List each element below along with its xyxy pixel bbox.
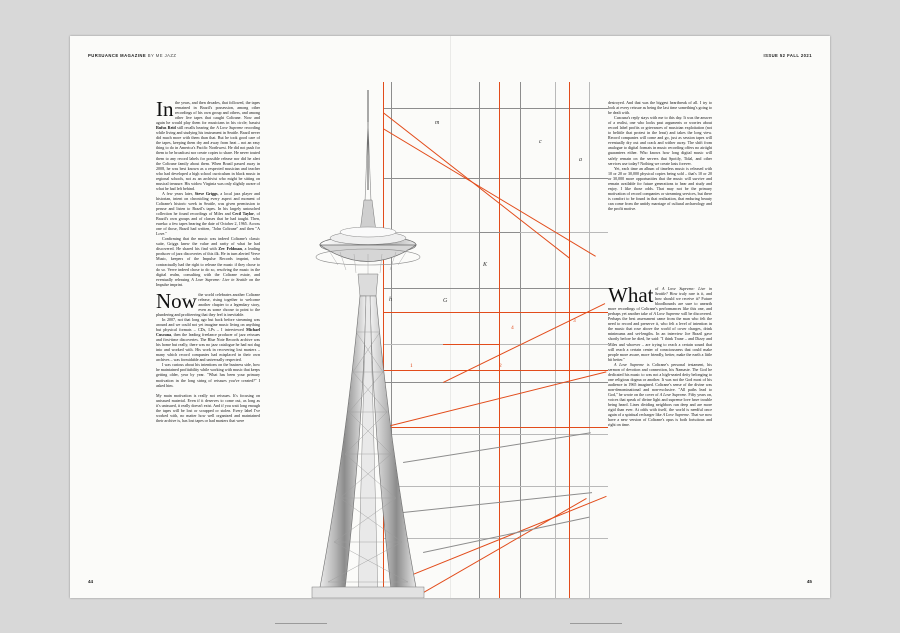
paragraph: A few years later, Steve Griggs, a local jazz player and historian, intent on chronicling every aspect and moment of Coltrane's historic week in Seattle, was given permission to peruse and listen to Brazil's tapes. In his largely untouched collection he found recordings of Miles and Cecil Taylor, of Brazil's own groups and of classes that he had taught. Then, eureka: a few tapes bearing the date of October 2, 1965. Across one of those, Brazil had written, "John Coltrane" and then "A Love."	[156, 190, 261, 237]
body-column-right-bottom	[608, 283, 712, 428]
paragraph: My main motivation is really not reissues. It's focusing on unissued material. Even if it deserves to come out, as long as it's unissued, it really doesn't exist. And if you wait long enough the tapes will be lost or scrapped or stolen. Every label I've worked with, no matter how well organized and maintained their archive is, has lost tapes or had masters that were	[156, 392, 260, 423]
paragraph: Cuscuna's reply stays with me to this day. It was the answer of a realist, one who looks past arguments or worries about record label profits or grievances of musician exploitation (not to belittle that protest in the least) and takes the long view. Record companies will come and go, just as session tapes will eventually dry out and crack and wither away. The shift from analogue to digital formats in music recording offers no airtight guarantees either. Who knows how long digital music will safely remain on the servers that Spotify, Tidal, and other services use today? Nothing we create lasts forever.	[608, 115, 712, 166]
magazine-brand: PURSUANCE MAGAZINE	[88, 53, 147, 58]
blueprint-label: G	[443, 298, 448, 304]
paragraph: the world celebrates another Coltrane release, rising together to welcome another chapter to a legendary story, even as some choose to point to the plundering and profiteering that they feel is inevitable.	[156, 291, 260, 317]
paragraph: I was curious about his intentions on the business side, how he maintained profitability while working with music that keeps getting older, year by year. "What has been your primary motivation in the long string of reissues you've created?" I asked him.	[156, 362, 260, 388]
paragraph: In 2007, not that long ago but back before streaming was around and we could not yet imagine music living on anything but physical formats – CDs, LPs – I interviewed Michael Cuscuna, then the leading freelance producer of jazz reissues and first-time discoveries. The Blue Note Records archive was his home but really, there was no jazz catalogue he had not dug into and worked with. His work in recovering lost masters – many which record companies had misplaced in their own archives – was formidable and universally respected.	[156, 316, 260, 363]
blueprint-label: 1	[410, 363, 413, 369]
folio-left: 44	[88, 579, 94, 584]
dropcap-what: What	[608, 283, 654, 307]
blueprint-label: h	[389, 297, 392, 303]
paragraph: destroyed. And that was the biggest heartbreak of all. I try to look at every reissue as being the last time something's going to be dealt with.	[608, 100, 712, 116]
body-column-right-top	[608, 100, 712, 211]
folio-right: 45	[806, 579, 812, 584]
paragraph: A Love Supreme is Coltrane's personal testament, his sermon of devotion and connection, his Namaste. The God he dedicated his music to was not a high-seated deity belonging to one religious dogma or another. It was not the God most of his audience in 1965 imagined. Coltrane's sense of the divine was non-denominational and non-exclusive. "All paths lead to God," he wrote on the cover of A Love Supreme. Fifty years on, voices that speak of divine light and supreme love have trouble being heard. Lines dividing neighbors run deep and are more rigid than ever. At odds with itself, the world is needful once again of a spiritual recharger like A Love Supreme. That we now have a new version of Coltrane's opus is both fortuitous and right on time.	[608, 361, 712, 428]
artwork-illustration	[260, 82, 608, 598]
body-column-left	[156, 97, 261, 423]
crop-mark	[570, 623, 622, 624]
running-head-right: ISSUE 52 FALL 2021	[763, 53, 812, 58]
paragraph: of A Love Supreme: Live in Seattle? How truly rare is it, and how should we receive it? Future bloodhounds are sure to unearth more recordings of Coltrane's performances like this one, and perhaps yet another take of A Love Supreme will be discovered. Perhaps the best assessment came from the man who felt the need to record and preserve it, who felt a level of intention in the music that rose above the world of cover charges, drink minimums and set-lengths. In an interview Joe Brazil gave shortly before he died, he said: "I think Trane – and Dizzy and Miles and whoever – are trying to reach a certain sound that will reach a certain center of consciousness that could make people more aware, more friendly, better, make the earth a little bit better."	[608, 286, 712, 362]
paragraph: the years, and then decades, that followed, the tapes remained in Brazil's possession, among other recordings of his own group and others, and among other live tapes that caught Coltrane. Now and again he would play them for musicians in his circle; bassist Rufus Reid still recalls hearing the A Love Supreme recording while living and studying his instrument in Seattle. Brazil never did much more with them than that. But he took good care of the tapes, keeping them dry and away from heat – not an easy thing to do in America's Pacific Northwest. He did not push for them to be broadcast nor create copies to share. He never touted them to any record labels for possible release nor did he alert the Coltrane family about them. When Brazil passed away in 2008, he was best known as a respected musician and teacher who had developed a high school curriculum in black music in regional schools, not as an archivist who might be sitting on musical treasure. His widow Virginia was only slightly aware of what he had left behind.	[156, 100, 260, 191]
space-needle-icon	[260, 82, 475, 598]
blueprint-label: 2	[499, 363, 502, 369]
crop-mark	[275, 623, 327, 624]
blueprint-label: 4	[511, 325, 514, 331]
running-head-left	[88, 53, 176, 58]
blueprint-label: c	[539, 139, 542, 145]
magazine-byline: BY ME JAZZ	[147, 53, 177, 58]
dropcap-in: In	[156, 97, 174, 121]
dropcap-now: Now	[156, 288, 197, 313]
blueprint-label: m	[435, 120, 440, 126]
blueprint-label: 3	[573, 318, 576, 324]
paragraph: Confirming that the music was indeed Coltrane's classic suite, Griggs knew the value and rarity of what he had discovered. He shared his find with Zev Feldman, a leading producer of jazz discoveries of this ilk. He in turn alerted Verve Music, keepers of the Impulse Records imprint, who contractually had the right to release the music if they chose to do so. Verve indeed chose to do so, resolving the music in the digital realm, consulting with the Coltrane estate, and eventually releasing A Love Supreme: Live in Seattle on the Impulse imprint.	[156, 236, 261, 287]
magazine-spread	[70, 36, 830, 598]
blueprint-label: a	[579, 157, 582, 163]
blueprint-label: K	[483, 262, 488, 268]
paragraph: Yet, each time an album of timeless music is released with 10 or 20 or 30,000 physical copies being sold – that's 10 or 20 or 30,000 more opportunities that the music will survive and remain available for future generations to hear and study and enjoy. I like those odds. That may not be the primary motivation of record companies or streaming services, but there is comfort to be found in that realization, that enduring beauty can come from the untidy marriage of cultural archaeology and the profit motive.	[608, 165, 712, 211]
